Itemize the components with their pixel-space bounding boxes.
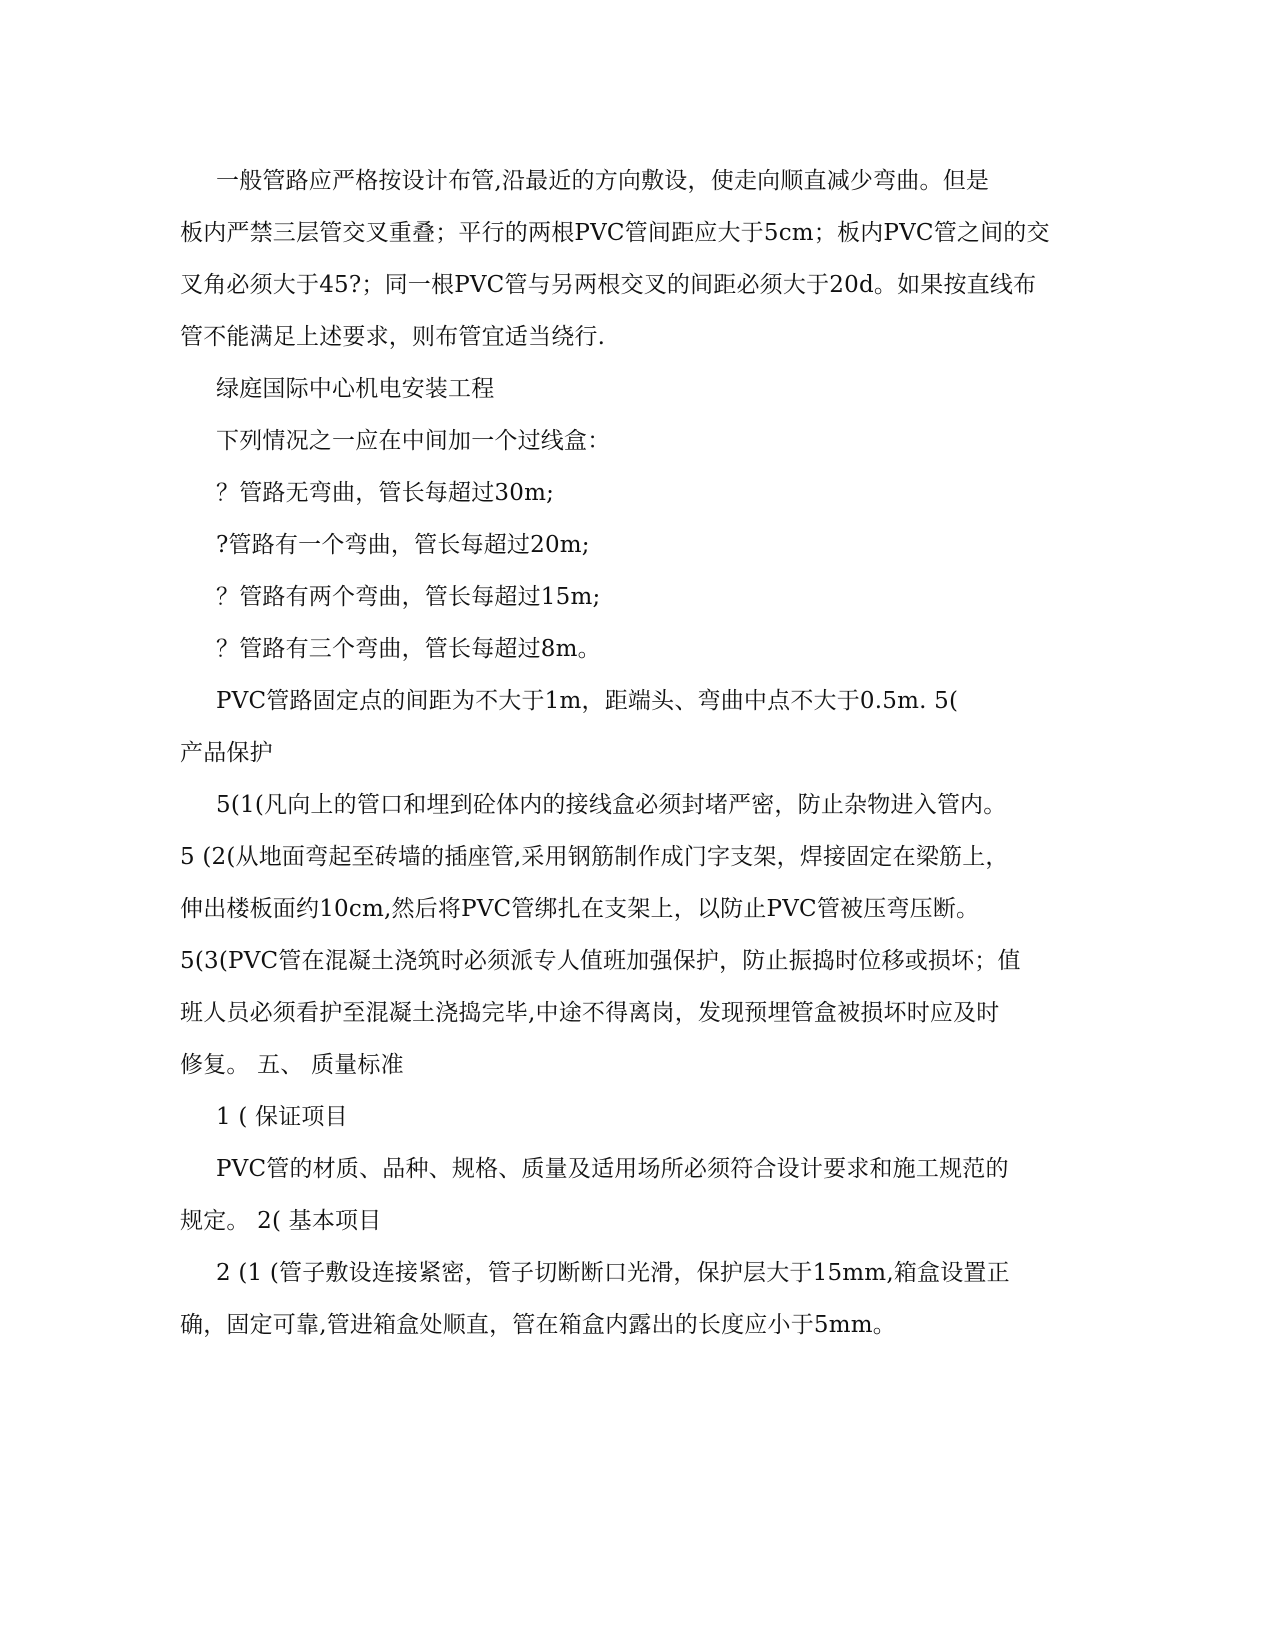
list-item: ？管路无弯曲，管长每超过30m; — [216, 480, 555, 506]
text-line: PVC管的材质、品种、规格、质量及适用场所必须符合设计要求和施工规范的 — [216, 1156, 1009, 1182]
list-item: ?管路有一个弯曲，管长每超过20m; — [216, 532, 590, 558]
text-line: 规定。 2( 基本项目 — [180, 1208, 382, 1234]
list-item: ？管路有两个弯曲，管长每超过15m; — [216, 584, 601, 610]
text-line: 5(3(PVC管在混凝土浇筑时必须派专人值班加强保护，防止振捣时位移或损坏；值 — [180, 948, 1021, 974]
section-heading: 绿庭国际中心机电安装工程 — [216, 376, 495, 402]
section-heading: 1 ( 保证项目 — [216, 1104, 348, 1130]
text-line: 一般管路应严格按设计布管,沿最近的方向敷设，使走向顺直减少弯曲。但是 — [216, 168, 990, 194]
text-line: 伸出楼板面约10cm,然后将PVC管绑扎在支架上，以防止PVC管被压弯压断。 — [180, 896, 980, 922]
text-line: 板内严禁三层管交叉重叠；平行的两根PVC管间距应大于5cm；板内PVC管之间的交 — [180, 220, 1050, 246]
text-line: PVC管路固定点的间距为不大于1m，距端头、弯曲中点不大于0.5m. 5( — [216, 688, 959, 714]
text-line: 下列情况之一应在中间加一个过线盒： — [216, 428, 611, 454]
section-heading: 产品保护 — [180, 740, 273, 766]
text-line: 2 (1 (管子敷设连接紧密，管子切断断口光滑，保护层大于15mm,箱盒设置正 — [216, 1260, 1010, 1286]
text-line: 5(1(凡向上的管口和埋到砼体内的接线盒必须封堵严密，防止杂物进入管内。 — [216, 792, 1007, 818]
text-line: 管不能满足上述要求，则布管宜适当绕行. — [180, 324, 606, 350]
text-line: 确，固定可靠,管进箱盒处顺直，管在箱盒内露出的长度应小于5mm。 — [180, 1312, 896, 1338]
text-line: 叉角必须大于45?；同一根PVC管与另两根交叉的间距必须大于20d。如果按直线布 — [180, 272, 1037, 298]
text-line: 修复。 五、 质量标准 — [180, 1052, 404, 1078]
text-line: 5 (2(从地面弯起至砖墙的插座管,采用钢筋制作成门字支架，焊接固定在梁筋上， — [180, 844, 1009, 870]
list-item: ？管路有三个弯曲，管长每超过8m。 — [216, 636, 601, 662]
text-line: 班人员必须看护至混凝土浇捣完毕,中途不得离岗，发现预埋管盒被损坏时应及时 — [180, 1000, 1000, 1026]
